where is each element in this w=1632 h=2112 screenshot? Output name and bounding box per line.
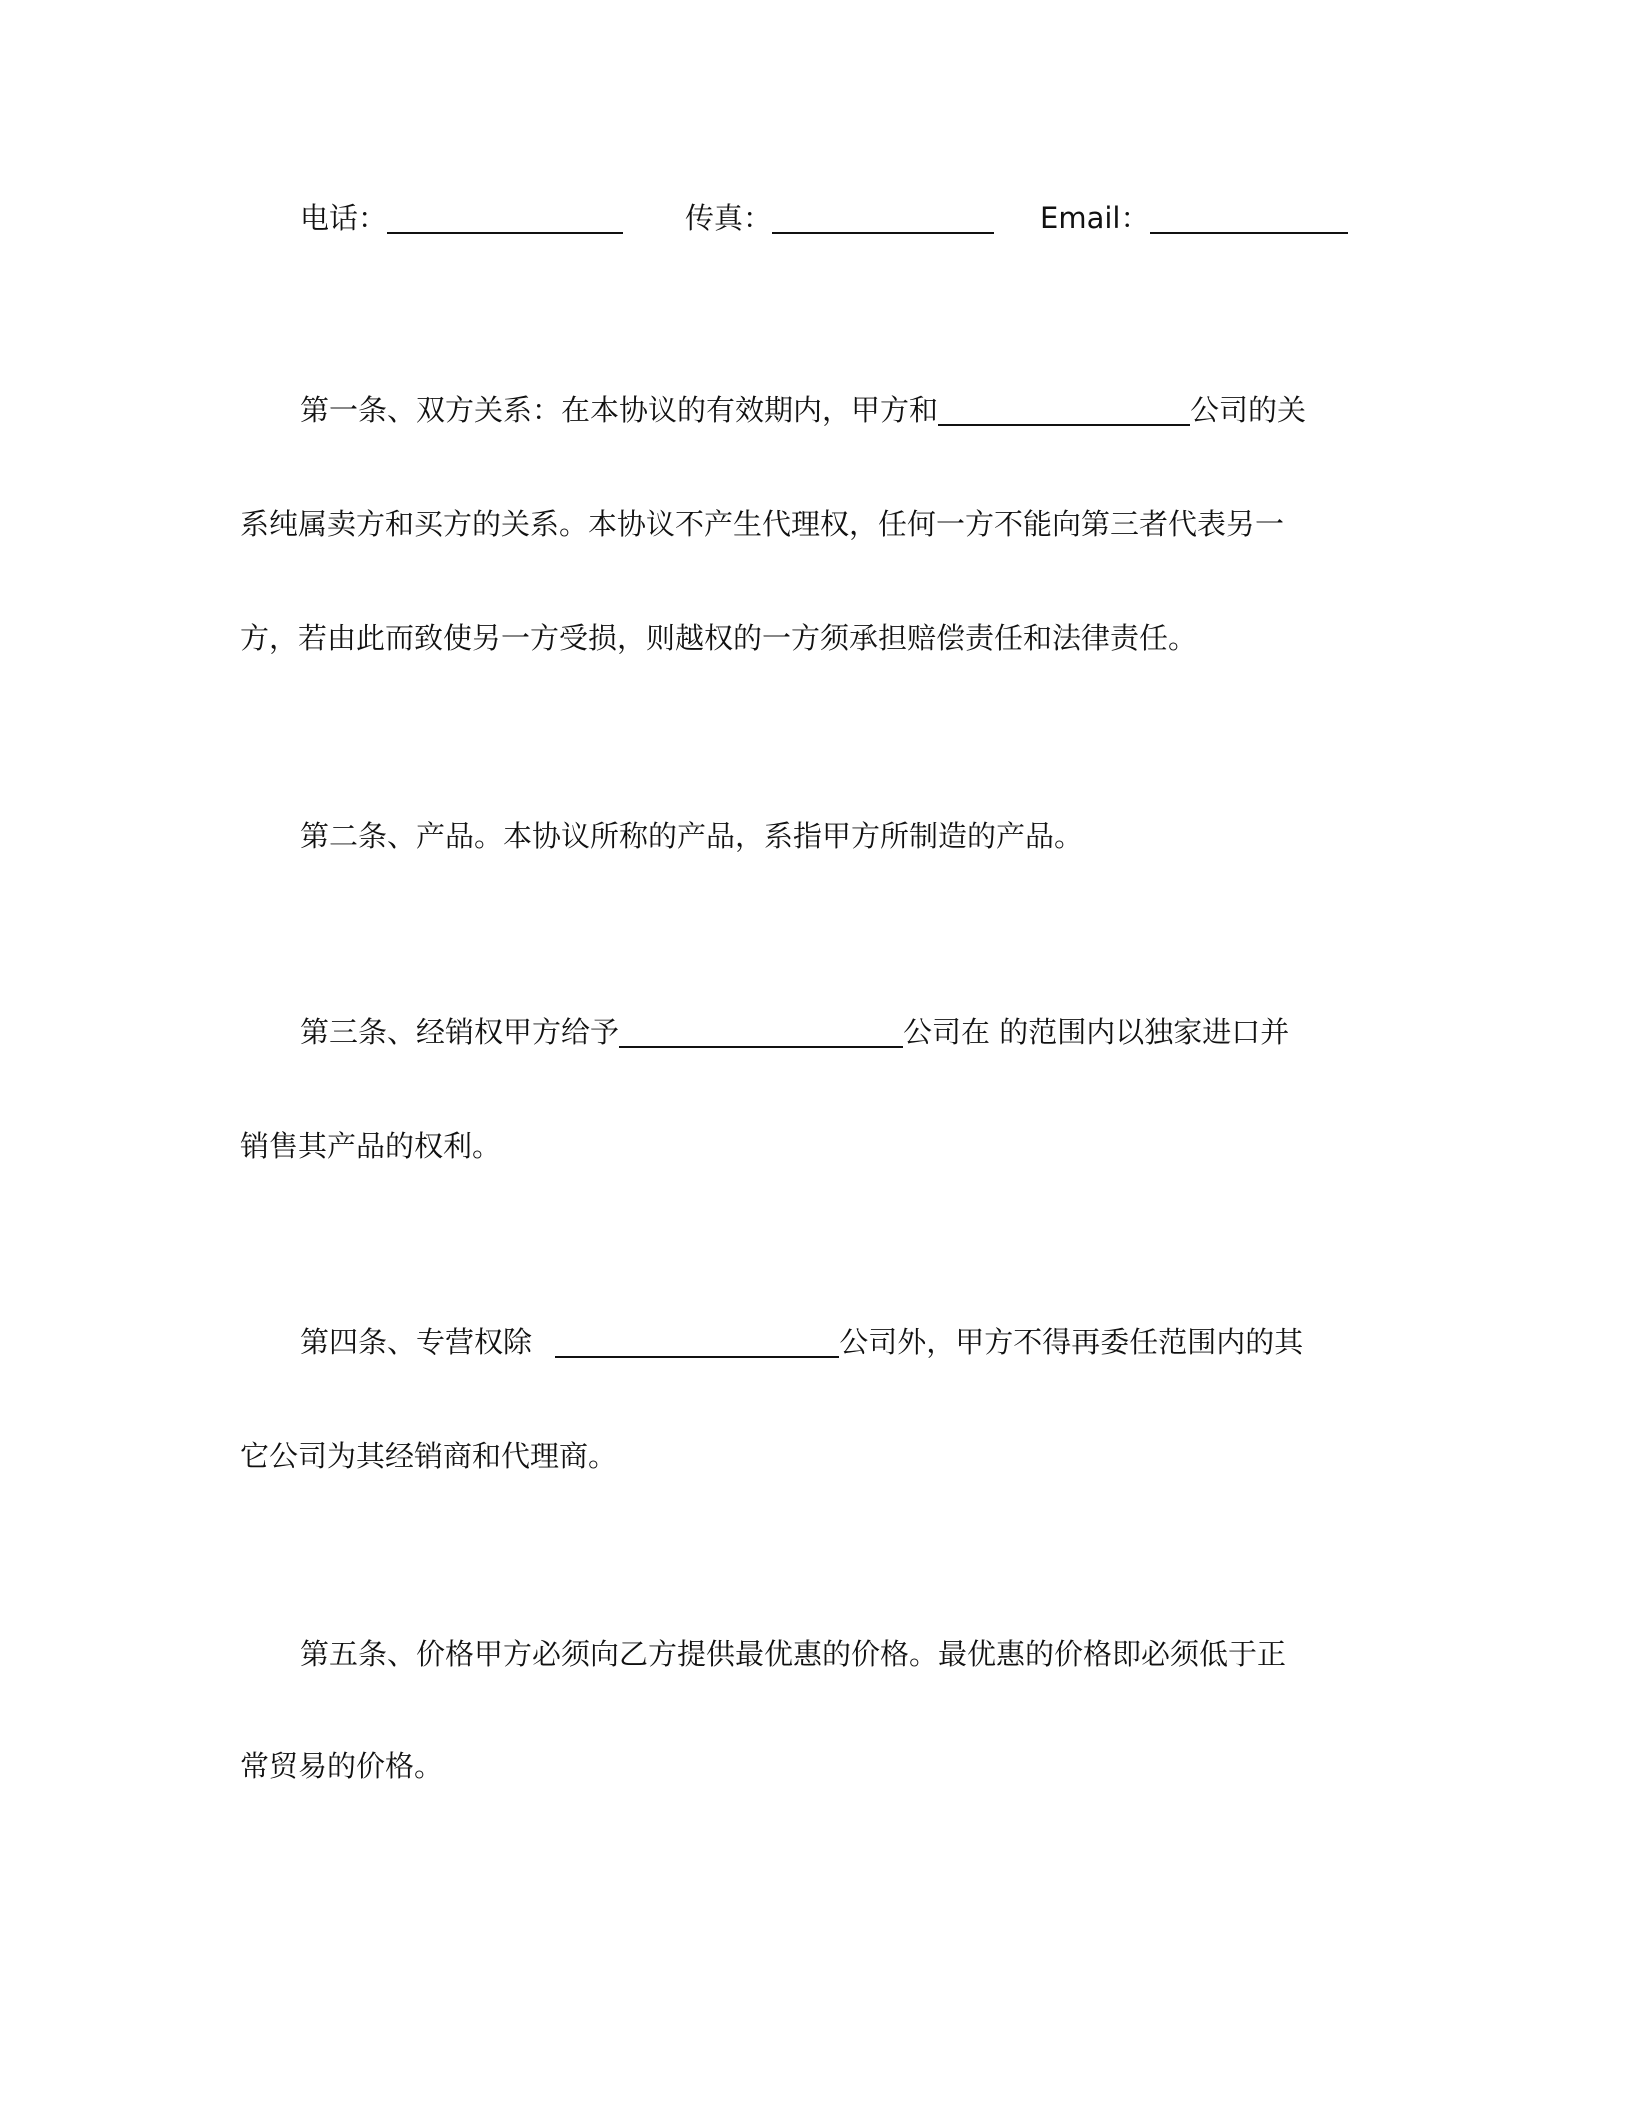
- article-3-company-blank[interactable]: [619, 1016, 903, 1048]
- article-3-line-1: [300, 1012, 1440, 1052]
- fax-label: 传真：: [685, 201, 773, 235]
- contact-line: [300, 198, 1440, 238]
- article-4-company-blank[interactable]: [555, 1326, 839, 1358]
- article-5-line-1: 第五条、价格甲方必须向乙方提供最优惠的价格。最优惠的价格即必须低于正: [300, 1637, 1287, 1671]
- article-1-line-2: 系纯属卖方和买方的关系。本协议不产生代理权，任何一方不能向第三者代表另一: [240, 507, 1285, 541]
- article-1-company-blank[interactable]: [938, 394, 1190, 426]
- phone-label: 电话：: [300, 201, 388, 235]
- article-3-line-2: 销售其产品的权利。: [240, 1129, 502, 1163]
- article-4-line-1: [300, 1322, 1440, 1362]
- article-1-text-after: 公司的关: [1190, 393, 1307, 427]
- article-3-text-before: 第三条、经销权甲方给予: [300, 1015, 620, 1049]
- article-4-text-before: 第四条、专营权除: [300, 1325, 542, 1359]
- article-1-line-3: 方，若由此而致使另一方受损，则越权的一方须承担赔偿责任和法律责任。: [240, 621, 1198, 655]
- article-4-line-2: 它公司为其经销商和代理商。: [240, 1439, 618, 1473]
- article-3-text-after: 公司在 的范围内以独家进口并: [903, 1015, 1290, 1049]
- fax-blank[interactable]: [772, 202, 994, 234]
- email-blank[interactable]: [1150, 202, 1348, 234]
- article-4-text-after: 公司外，甲方不得再委任范围内的其: [839, 1325, 1304, 1359]
- article-5-line-2: 常贸易的价格。: [240, 1749, 444, 1783]
- phone-blank[interactable]: [387, 202, 623, 234]
- article-1-text-before: 第一条、双方关系：在本协议的有效期内，甲方和: [300, 393, 939, 427]
- email-label: Email：: [1040, 201, 1150, 235]
- article-1-line-1: [300, 390, 1440, 430]
- article-2-line-1: 第二条、产品。本协议所称的产品，系指甲方所制造的产品。: [300, 819, 1084, 853]
